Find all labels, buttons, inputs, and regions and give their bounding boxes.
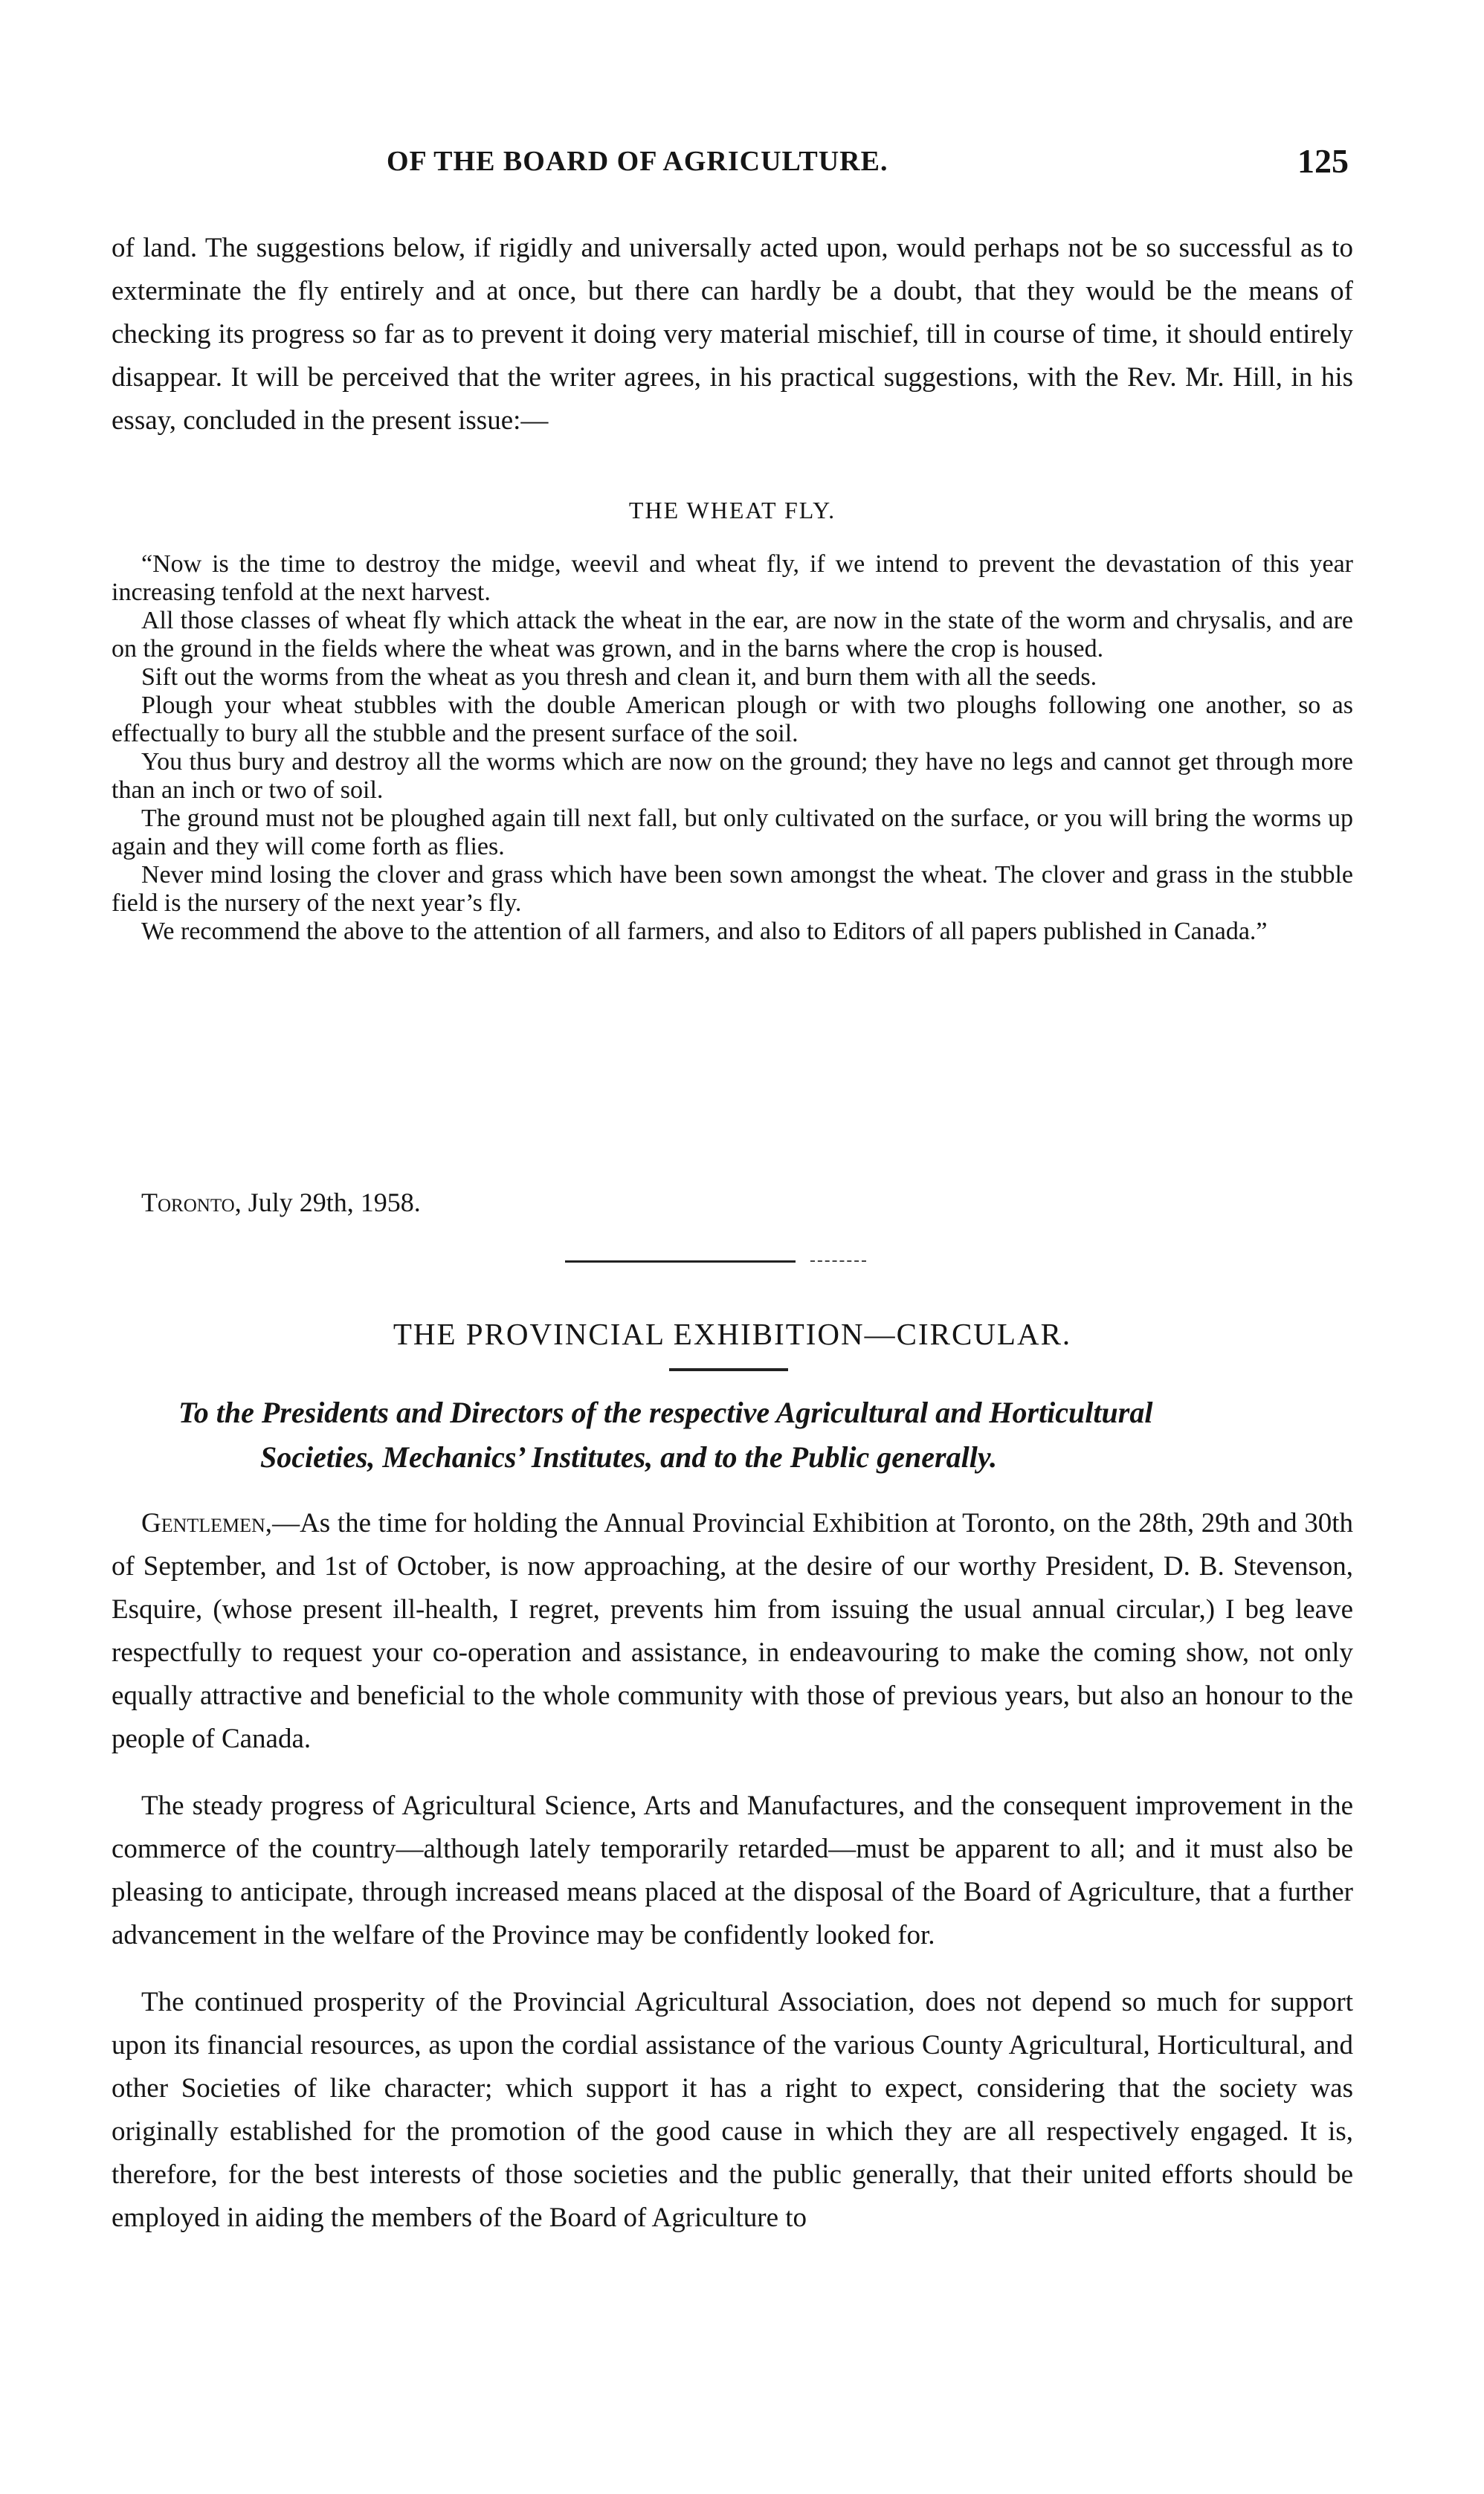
letter-paragraph: The continued prosperity of the Provincial Agricultural Association, does not depend so much for support upon its financial resources, as upon the cordial assistance of the various County Agricultural, Horticultural, and other Societies of like character; which support it has a right to expect, considering that the society was originally established for the promotion of the good cause in which they are all respectively engaged. It is, therefore, for the best interests of those societies and the public generally, that their united efforts should be employed in aiding the members of the Board of Agriculture to: [112, 1987, 1353, 2233]
signoff-place: Toronto,: [141, 1188, 242, 1217]
page-number: 125: [1297, 142, 1349, 180]
title-underline: [669, 1368, 788, 1371]
letter-paragraph: The steady progress of Agricultural Science, Arts and Manufactures, and the consequent improvement in the commerce of the country—although lately temporarily retarded—must be apparent to all; and it must also be pleasing to anticipate, through increased means placed at the disposal of the Board of Agriculture, that a further advancement in the welfare of the Province may be confidently looked for.: [112, 1791, 1353, 1950]
signoff-date: July 29th, 1958.: [248, 1188, 421, 1217]
exhibition-title: THE PROVINCIAL EXHIBITION—CIRCULAR.: [393, 1317, 1072, 1351]
quote-paragraph: All those classes of wheat fly which attack the wheat in the ear, are now in the state of the worm and chrysalis, and are on the ground in the fields where the wheat was grown, and in the barns where the crop is housed.: [112, 607, 1353, 663]
intro-paragraph: of land. The suggestions below, if rigidly and universally acted upon, would perhaps not be so successful as to exterminate the fly entirely and at once, but there can hardly be a doubt, that they would be the means of checking its progress so far as to prevent it doing very material mischief, till in course of time, it should entirely disappear. It will be perceived that the writer agrees, in his practical suggestions, with the Rev. Mr. Hill, in his essay, concluded in the present issue:—: [112, 233, 1353, 436]
quote-paragraph: We recommend the above to the attention of all farmers, and also to Editors of all papers published in Canada.”: [141, 918, 1268, 945]
salutation: Gentlemen,: [141, 1508, 273, 1538]
intro-text: [112, 227, 1353, 442]
address-line: To the Presidents and Directors of the respective Agricultural and Horticultural: [178, 1396, 1153, 1429]
quote-paragraph: Plough your wheat stubbles with the double American plough or with two ploughs following one another, so as effectually to bury all the stubble and the present surface of the soil.: [112, 692, 1353, 747]
quote-paragraph: “Now is the time to destroy the midge, weevil and wheat fly, if we intend to prevent the devastation of this year increasing tenfold at the next harvest.: [112, 550, 1353, 606]
section-divider-dashes: [810, 1260, 866, 1262]
letter-paragraph: [112, 1502, 1353, 1761]
signoff: [141, 1187, 421, 1218]
wheat-fly-title: THE WHEAT FLY.: [628, 497, 836, 523]
circular-address: [112, 1391, 1353, 1480]
section-divider: [565, 1260, 796, 1263]
quote-paragraph: The ground must not be ploughed again till next fall, but only cultivated on the surface, or you will bring the worms up again and they will come forth as flies.: [112, 805, 1353, 860]
wheat-fly-quote: [112, 550, 1353, 946]
circular-letter: [112, 1502, 1353, 2263]
quote-paragraph: Sift out the worms from the wheat as you thresh and clean it, and burn them with all the seeds.: [141, 663, 1097, 691]
address-line: Societies, Mechanics’ Institutes, and to the Public generally.: [260, 1440, 998, 1474]
letter-text: —As the time for holding the Annual Provincial Exhibition at Toronto, on the 28th, 29th and 30th of September, and 1st of October, is now approaching, at the desire of our worthy President, D. B. Stevenson, Esquire, (whose present ill-health, I regret, prevents him from issuing the usual annual circular,) I beg leave respectfully to request your co-operation and assistance, in endeavouring to make the coming show, not only equally attractive and beneficial to the whole community with those of previous years, but also an honour to the people of Canada.: [112, 1508, 1353, 1754]
running-head: OF THE BOARD OF AGRICULTURE.: [387, 146, 888, 177]
quote-paragraph: Never mind losing the clover and grass which have been sown amongst the wheat. The clover and grass in the stubble field is the nursery of the next year’s fly.: [112, 861, 1353, 917]
quote-paragraph: You thus bury and destroy all the worms which are now on the ground; they have no legs and cannot get through more than an inch or two of soil.: [112, 748, 1353, 804]
